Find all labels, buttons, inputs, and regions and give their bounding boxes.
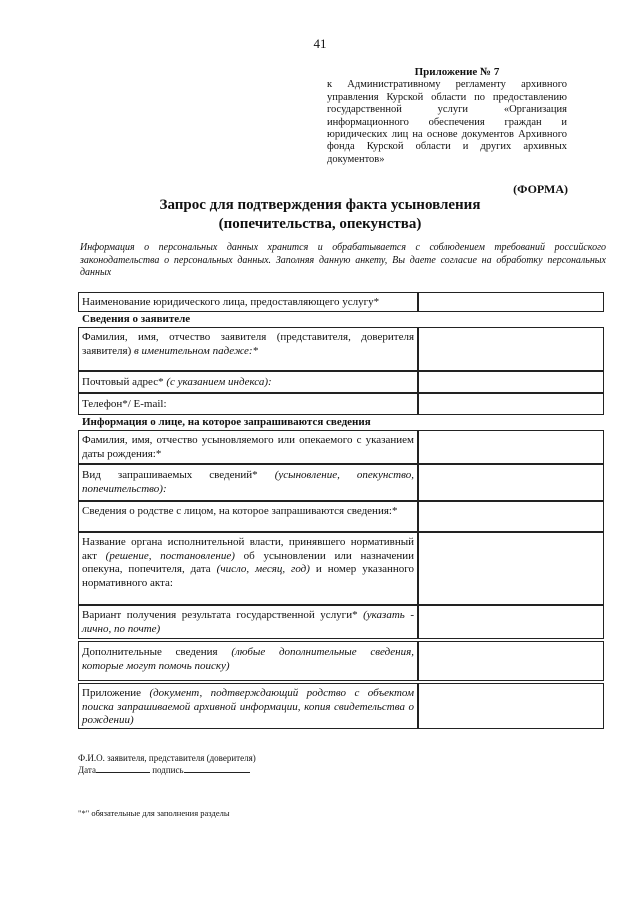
signature-caption: Ф.И.О. заявителя, представителя (доверителя) [78,753,256,763]
org-name-field[interactable] [418,292,604,312]
fio-applicant-text: Фамилия, имя, отчество заявителя (представителя, доверителя заявителя) [82,331,414,357]
appendix-text: к Административному регламенту архивного управления Курской области по предоставлению государственной услуги «Организация информационного обеспечения граждан и юридических лиц на основе документов Архивного фонда Курской области и других архивных документов» [327,79,567,165]
result-label [79,607,417,638]
date-label: Дата [78,765,96,775]
fio-adopted-label: Фамилия, имя, отчество усыновляемого или опекаемого с указанием даты рождения:* [82,434,414,460]
info-type-field[interactable] [418,464,604,501]
additional-field[interactable] [418,641,604,681]
date-field[interactable] [96,764,150,773]
postal-text: Почтовый адрес* [82,376,167,388]
fio-applicant-hint: в именительном падеже:* [134,344,259,357]
fio-adopted-field[interactable] [418,430,604,464]
section-person: Информация о лице, на которое запрашиваются сведения [82,416,371,428]
attachment-field[interactable] [418,683,604,729]
page-title [100,196,540,234]
org-name-label: Наименование юридического лица, предоставляющего услугу* [82,296,380,308]
kinship-field[interactable] [418,501,604,532]
authority-hint-2: (число, месяц, год) [216,563,310,575]
info-type-label [79,467,417,498]
postal-label [79,374,417,392]
authority-field[interactable] [418,532,604,605]
info-type-text: Вид запрашиваемых сведений* [82,469,275,481]
additional-label [79,644,417,675]
authority-text-2: об усыновлении или назначении опекуна, попечителя, дата [82,549,415,575]
fio-applicant-field[interactable] [418,327,604,371]
additional-hint: (любые дополнительные сведения, которые могут помочь поиску) [82,646,414,672]
phone-label: Телефон*/ E-mail: [82,398,167,410]
sign-label: подпись [152,765,184,775]
fio-applicant-label [79,329,417,360]
result-hint: (указать - лично, по почте) [82,609,414,635]
result-field[interactable] [418,605,604,639]
page-number: 41 [313,36,327,51]
appendix-title: Приложение № 7 [414,66,500,78]
signature-field[interactable] [184,764,250,773]
footnote: "*" обязательные для заполнения разделы [78,808,230,818]
additional-text: Дополнительные сведения [82,646,232,658]
authority-text-1: Название органа исполнительной власти, принявшего нормативный акт [82,536,414,562]
section-applicant: Сведения о заявителе [82,313,191,325]
form-label: (ФОРМА) [513,182,568,196]
attachment-text: Приложение [82,687,150,699]
authority-text-3: и номер указанного нормативного акта: [82,563,414,589]
kinship-label: Сведения о родстве с лицом, на которое запрашиваются сведения:* [82,505,398,517]
info-type-hint: (усыновление, опекунство, попечительство): [82,469,414,495]
title-line-1: Запрос для подтверждения факта усыновления [159,197,481,213]
privacy-note: Информация о персональных данных хранится и обрабатывается с соблюдением требований российского законодательства о персональных данных. Заполняя данную анкету, Вы даете согласие на обработку персональных данных [80,242,606,278]
title-line-2: (попечительства, опекунства) [218,216,422,232]
phone-field[interactable] [418,393,604,415]
postal-hint: (с указанием индекса): [166,376,272,388]
result-text: Вариант получения результата государственной услуги* [82,609,364,621]
appendix-header [327,66,567,166]
postal-field[interactable] [418,371,604,393]
authority-label [79,534,417,592]
attachment-label [79,685,417,730]
attachment-hint: (документ, подтверждающий родство с объектом поиска запрашиваемой архивной информации, копия свидетельства о рождении) [82,687,414,726]
signature-line [78,764,250,776]
authority-hint-1: (решение, постановление) [105,549,235,562]
